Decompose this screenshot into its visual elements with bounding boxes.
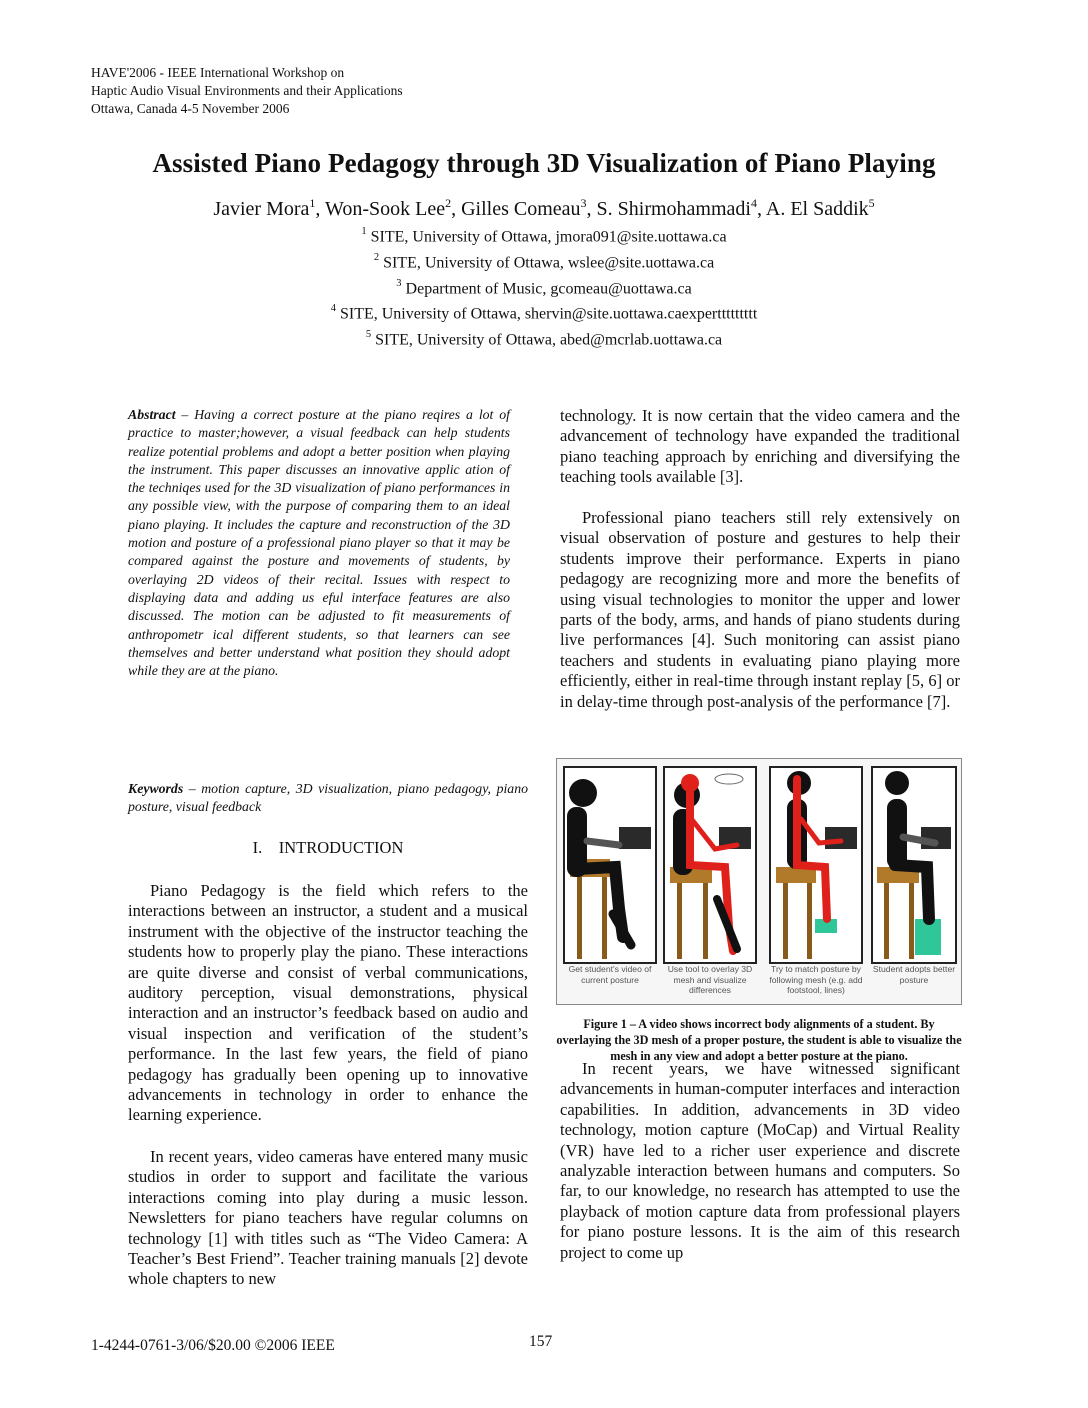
panel-caption: Get student's video of current posture [568,964,652,985]
conference-line-2: Haptic Audio Visual Environments and their Applications [91,83,403,98]
keywords-dash: – [183,781,202,796]
abstract-label: Abstract [128,407,176,422]
author-name: A. El Saddik [765,198,869,220]
panel-caption: Use tool to overlay 3D mesh and visualize differences [667,964,753,995]
affiliation-text: SITE, University of Ottawa, wslee@site.uottawa.ca [383,254,715,272]
abstract [128,406,510,680]
panel-4-better-posture [872,767,956,963]
figure-caption: Figure 1 – A video shows incorrect body alignments of a student. By overlaying the 3D mesh of a proper posture, the student is able to visualize the mesh in any view and adopt a better posture at the piano. [556,1017,962,1063]
section-heading [128,838,528,858]
affiliation-sup: 1 [361,226,367,237]
body-paragraph [128,881,528,1126]
affiliation-text: SITE, University of Ottawa, jmora091@site.uottawa.ca [370,228,727,246]
keywords-label: Keywords [128,781,184,796]
panel-caption: Try to match posture by following mesh (e.g. add footstool, lines) [769,964,863,995]
author-name: S. Shirmohammadi [596,198,751,220]
abstract-dash: – [175,407,195,422]
author-name: Javier Mora [213,198,310,220]
author-sup: 4 [750,196,757,210]
affiliation-sup: 2 [373,251,380,263]
section-title: INTRODUCTION [278,838,404,857]
conference-line-3: Ottawa, Canada 4-5 November 2006 [91,101,290,116]
affiliation-text: SITE, University of Ottawa, abed@mcrlab.uottawa.ca [375,331,723,349]
panel-2-mesh-overlay [664,767,756,963]
body-paragraph [560,1059,960,1263]
affiliation-sup: 3 [396,277,402,289]
conference-header [91,64,403,118]
page-number: 157 [529,1333,553,1350]
affiliation [0,325,1088,351]
paragraph-text: Piano Pedagogy is the field which refers to the interactions between an instructor, a student and a musical instrument with the objective of the instructor teaching the students how to properly play the piano. These interactions are quite diverse and consist of verbal communications, auditory perception, visual demonstrations, physical interaction and an instructor’s feedback based on audio and visual inspection and verification of the student’s performance. In the last few years, the field of piano pedagogy has gradually been opening up to innovative advancements in technology in order to enhance the learning experience. [128,881,528,1125]
conference-line-1: HAVE'2006 - IEEE International Workshop on [91,65,345,80]
affiliation [0,248,1088,274]
paragraph-text: In recent years, video cameras have entered many music studios in order to support and facilitate the various interactions coming into play during a music lesson. Newsletters for piano teachers have regular columns on technology [1] with titles such as “The Video Camera: A Teacher’s Best Friend”. Teacher training manuals [2] devote whole chapters to new [128,1147,528,1289]
author-name: Won-Sook Lee [325,198,446,220]
figure-1 [556,758,962,1005]
affiliation [0,222,1088,248]
affiliation-text: SITE, University of Ottawa, shervin@site.uottawa.caexperttttttttt [339,305,758,323]
keywords-text: motion capture, 3D visualization, piano pedagogy, piano posture, visual feedback [128,781,528,815]
affiliation-list [0,222,1088,351]
paragraph-text: In recent years, we have witnessed significant advancements in human-computer interfaces and interaction capabilities. In addition, advancements in 3D video technology, motion capture (MoCap) and Virtual Reality (VR) have led to a richer user experience and discrete analyzable interaction between humans and computers. So far, to our knowledge, no research has attempted to use the playback of motion capture data from professional players for piano posture lessons. It is the aim of this research project to come up [560,1059,960,1262]
copyright-line: 1-4244-0761-3/06/$20.00 ©2006 IEEE [91,1337,335,1354]
author-sup: 1 [309,196,316,210]
paper-title: Assisted Piano Pedagogy through 3D Visualization of Piano Playing [152,148,936,178]
author-sup: 3 [580,196,587,210]
abstract-text: Having a correct posture at the piano reqires a lot of practice to master;however, a visual feedback can help students realize potential problems and adopt a better position when playing the instrument. This paper discusses an innovative applic ation of the techniqes used for the 3D visualization of piano performances in any possible view, with the purpose of comparing them to an ideal piano playing. It includes the capture and reconstruction of the 3D motion and posture of a professional piano player so that it may be compared against the posture and movements of students, by overlaying 2D videos of their recital. Issues with respect to displaying data and adding us eful interface features are also discussed. The motion can be adjusted to fit measurements of anthropometr ical different students, so that learners can see themselves and better understand what position they should adopt while they are at the piano. [128,407,510,679]
affiliation [0,274,1088,300]
author-sup: 2 [445,196,452,210]
keywords [128,780,528,817]
paragraph-text: Professional piano teachers still rely extensively on visual observation of posture and gestures to help their students improve their performance. Experts in piano pedagogy are recognizing more and more the benefits of using visual technologies to monitor the upper and lower parts of the body, arms, and hands of piano students during live performances [4]. Such monitoring can assist piano teachers and students in evaluating piano playing more efficiently, either in real-time through instant replay [5, 6] or in delay-time through post-analysis of the performance [7]. [560,508,960,711]
section-number: I. [252,838,263,857]
body-paragraph [128,1147,528,1290]
author-sup: 5 [868,196,875,210]
author-name: Gilles Comeau [461,198,581,220]
panel-1-student-posture [564,767,656,963]
affiliation [0,299,1088,325]
affiliation-sup: 5 [365,329,372,341]
panel-caption: Student adopts better posture [872,964,956,985]
affiliation-sup: 4 [330,303,336,315]
body-paragraph [560,508,960,712]
panel-3-match-posture [770,767,862,963]
body-paragraph [560,406,960,488]
author-list: Javier Mora$^1$, Won-Sook Lee$^2$, Gilles Comeau$^3$, S. Shirmohammadi$^4$, A. El Saddik$^5$ [213,196,875,220]
affiliation-text: Department of Music, gcomeau@uottawa.ca [405,279,692,297]
paragraph-text: technology. It is now certain that the video camera and the advancement of technology have expanded the traditional piano teaching approach by enriching and diversifying the teaching tools available [3]. [560,406,960,487]
